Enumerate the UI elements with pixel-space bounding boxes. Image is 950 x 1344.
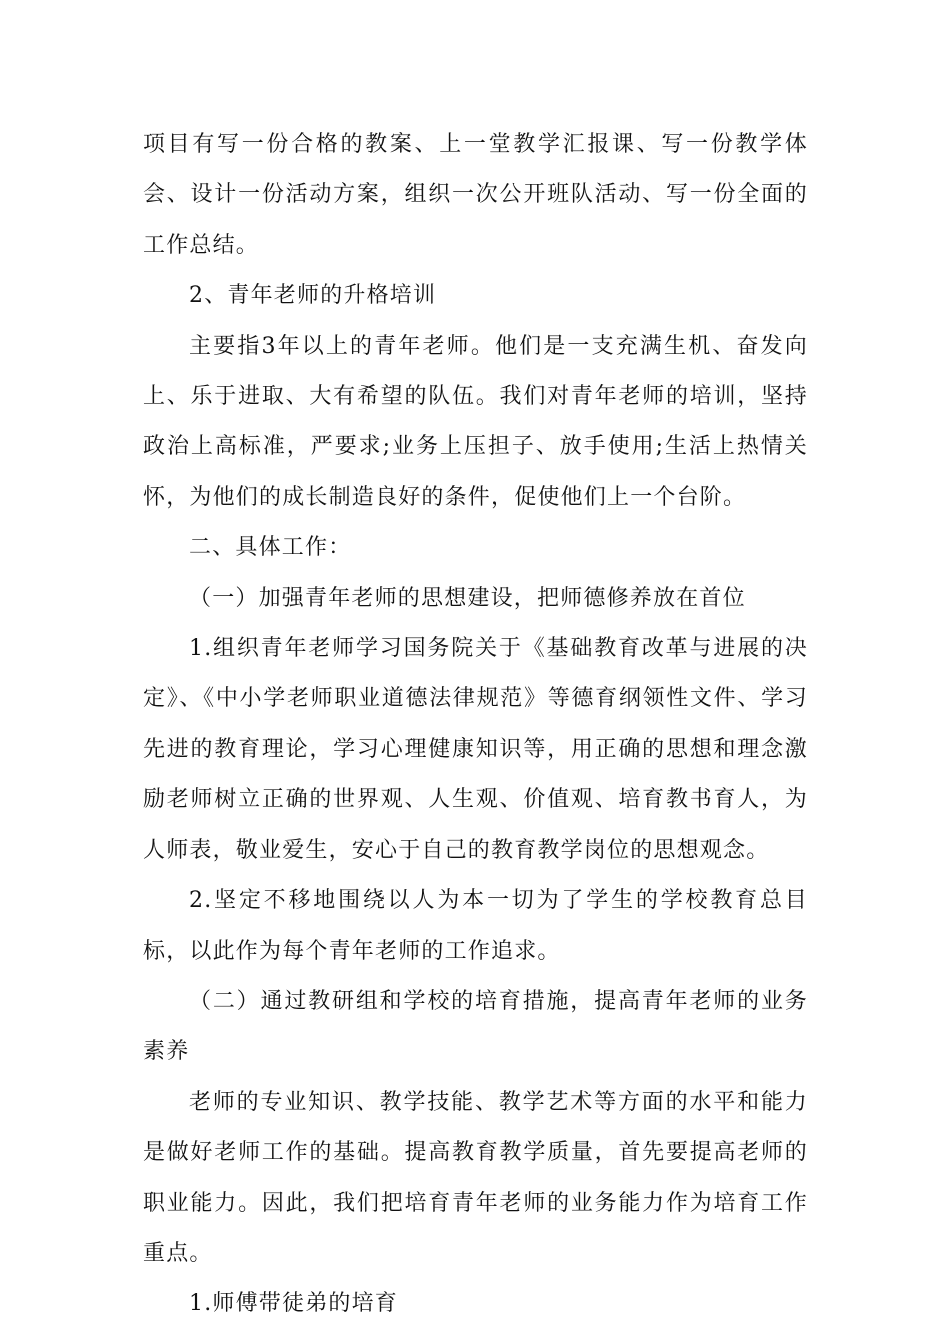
- heading-specific-work: 二、具体工作：: [189, 535, 352, 561]
- paragraph-young-teachers: 主要指3年以上的青年老师。他们是一支充满生机、奋发向上、乐于进取、大有希望的队伍。我们对青年老师的培训，坚持政治上高标准，严要求;业务上压担子、放手使用;生活上热情关怀，为他们的成长制造良好的条件，促使他们上一个台阶。: [143, 333, 808, 510]
- heading-ideology-building: （一）加强青年老师的思想建设，把师德修养放在首位: [189, 585, 746, 611]
- heading-upgrade-training: 2、青年老师的升格培训: [189, 283, 437, 309]
- paragraph-project-items: 项目有写一份合格的教案、上一堂教学汇报课、写一份教学体会、设计一份活动方案，组织一次公开班队活动、写一份全面的工作总结。: [143, 132, 808, 258]
- paragraph-education-goal: 2.坚定不移地围绕以人为本一切为了学生的学校教育总目标，以此作为每个青年老师的工作追求。: [143, 888, 808, 964]
- heading-mentor-training: 1.师傅带徒弟的培育: [189, 1291, 398, 1317]
- paragraph-professional-ability: 老师的专业知识、教学技能、教学艺术等方面的水平和能力是做好老师工作的基础。提高教育教学质量，首先要提高老师的职业能力。因此，我们把培育青年老师的业务能力作为培育工作重点。: [143, 1089, 808, 1266]
- heading-professional-quality: （二）通过教研组和学校的培育措施，提高青年老师的业务素养: [143, 988, 808, 1065]
- paragraph-study-documents: 1.组织青年老师学习国务院关于《基础教育改革与进展的决定》、《中小学老师职业道德法律规范》等德育纲领性文件、学习先进的教育理论，学习心理健康知识等，用正确的思想和理念激励老师树立正确的世界观、人生观、价值观、培育教书育人，为人师表，敬业爱生，安心于自己的教育教学岗位的思想观念。: [143, 636, 808, 863]
- document-body: [143, 120, 808, 1330]
